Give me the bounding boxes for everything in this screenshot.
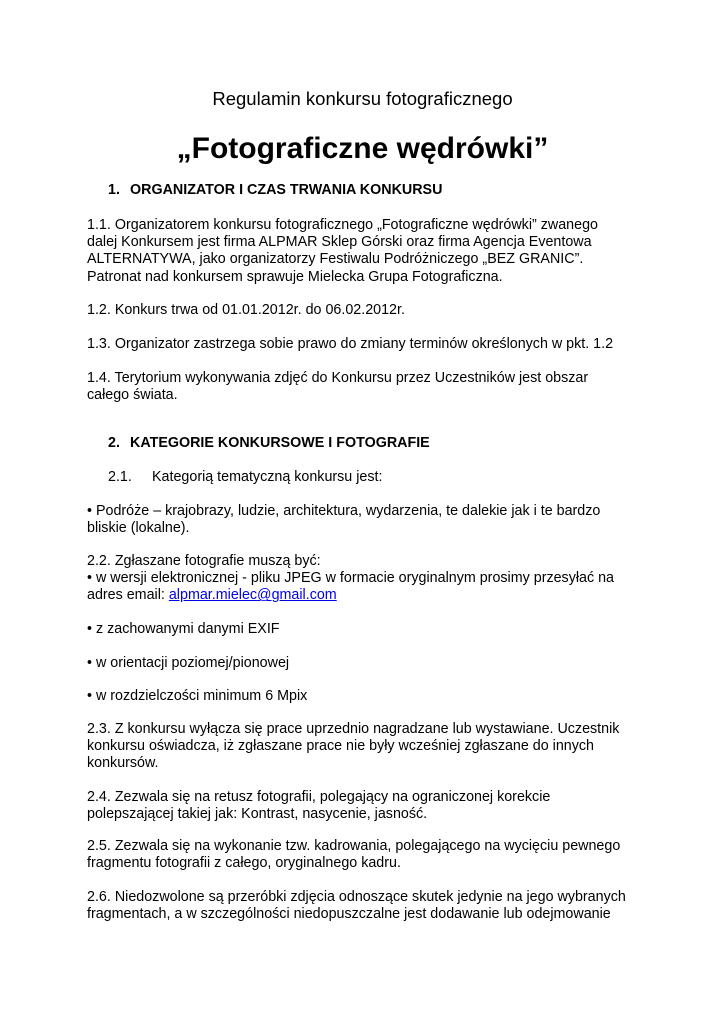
bullet-orientation-line: • w orientacji poziomej/pionowej bbox=[87, 655, 290, 671]
section-2-heading-text: KATEGORIE KONKURSOWE I FOTOGRAFIE bbox=[130, 435, 430, 451]
paragraph-1-1-line: ALTERNATYWA, jako organizatorzy Festiwalu Podróżniczego „BEZ GRANIC”. bbox=[87, 251, 584, 268]
paragraph-1-4-line: 1.4. Terytorium wykonywania zdjęć do Konkursu przez Uczestników jest obszar bbox=[87, 370, 589, 386]
email-link[interactable]: alpmar.mielec@gmail.com bbox=[168, 587, 337, 604]
paragraph-2-3-line: konkursów. bbox=[87, 755, 159, 772]
paragraph-2-1-text: Kategorią tematyczną konkursu jest: bbox=[152, 469, 383, 485]
paragraph-1-4 bbox=[87, 370, 647, 404]
paragraph-2-6-line: 2.6. Niedozwolone są przeróbki zdjęcia odnoszące skutek jedynie na jego wybranych bbox=[87, 889, 626, 905]
paragraph-2-1 bbox=[108, 469, 382, 486]
section-1-heading bbox=[108, 181, 442, 199]
paragraph-1-1-line: dalej Konkursem jest firma ALPMAR Sklep Górski oraz firma Agencja Eventowa bbox=[87, 234, 592, 251]
email-line bbox=[87, 587, 647, 604]
paragraph-2-4 bbox=[87, 789, 647, 823]
bullet-travel-line: • Podróże – krajobrazy, ludzie, architektura, wydarzenia, te dalekie jak i te bardzo bbox=[87, 503, 601, 519]
paragraph-1-3 bbox=[87, 336, 647, 353]
paragraph-2-3 bbox=[87, 721, 647, 773]
paragraph-1-3-line: 1.3. Organizator zastrzega sobie prawo do zmiany terminów określonych w pkt. 1.2 bbox=[87, 336, 614, 352]
paragraph-1-1 bbox=[87, 217, 647, 286]
paragraph-2-1-number: 2.1. bbox=[108, 469, 132, 485]
bullet-jpeg: • w wersji elektronicznej - pliku JPEG w formacie oryginalnym prosimy przesyłać na bbox=[87, 570, 615, 587]
email-prefix: adres email: bbox=[87, 587, 169, 604]
paragraph-2-6 bbox=[87, 889, 647, 923]
paragraph-2-2 bbox=[87, 553, 647, 605]
paragraph-1-1-line: 1.1. Organizatorem konkursu fotograficznego „Fotograficzne wędrówki” zwanego bbox=[87, 217, 598, 233]
paragraph-2-6-line: fragmentach, a w szczególności niedopuszczalne jest dodawanie lub odejmowanie bbox=[87, 906, 611, 923]
section-1-heading-text: ORGANIZATOR I CZAS TRWANIA KONKURSU bbox=[130, 182, 443, 198]
document-title: „Fotograficzne wędrówki” bbox=[176, 132, 549, 165]
section-2-heading bbox=[108, 434, 430, 452]
paragraph-2-3-line: 2.3. Z konkursu wyłącza się prace uprzednio nagradzane lub wystawiane. Uczestnik bbox=[87, 721, 620, 737]
paragraph-2-3-line: konkursu oświadcza, iż zgłaszane prace nie były wcześniej zgłaszane do innych bbox=[87, 738, 595, 755]
paragraph-2-4-line: 2.4. Zezwala się na retusz fotografii, polegający na ograniczonej korekcie bbox=[87, 789, 551, 805]
paragraph-1-2-line: 1.2. Konkurs trwa od 01.01.2012r. do 06.02.2012r. bbox=[87, 302, 405, 318]
paragraph-2-5-line: fragmentu fotografii z całego, oryginalnego kadru. bbox=[87, 855, 401, 872]
bullet-travel bbox=[87, 503, 647, 537]
paragraph-2-5 bbox=[87, 838, 647, 872]
paragraph-2-4-line: polepszającej takiej jak: Kontrast, nasycenie, jasność. bbox=[87, 806, 428, 823]
section-1-number: 1. bbox=[108, 182, 120, 198]
bullet-resolution-line: • w rozdzielczości minimum 6 Mpix bbox=[87, 688, 308, 704]
paragraph-1-1-line: Patronat nad konkursem sprawuje Mielecka Grupa Fotograficzna. bbox=[87, 268, 503, 285]
bullet-exif-line: • z zachowanymi danymi EXIF bbox=[87, 621, 280, 637]
bullet-travel-line: bliskie (lokalne). bbox=[87, 520, 190, 537]
section-2-number: 2. bbox=[108, 435, 120, 451]
bullet-orientation bbox=[87, 655, 647, 672]
paragraph-2-2-intro: 2.2. Zgłaszane fotografie muszą być: bbox=[87, 553, 321, 569]
paragraph-1-4-line: całego świata. bbox=[87, 387, 178, 404]
paragraph-2-5-line: 2.5. Zezwala się na wykonanie tzw. kadrowania, polegającego na wycięciu pewnego bbox=[87, 838, 621, 854]
bullet-exif bbox=[87, 621, 647, 638]
paragraph-1-2 bbox=[87, 302, 647, 319]
bullet-resolution bbox=[87, 688, 647, 705]
document-subtitle: Regulamin konkursu fotograficznego bbox=[212, 88, 513, 109]
